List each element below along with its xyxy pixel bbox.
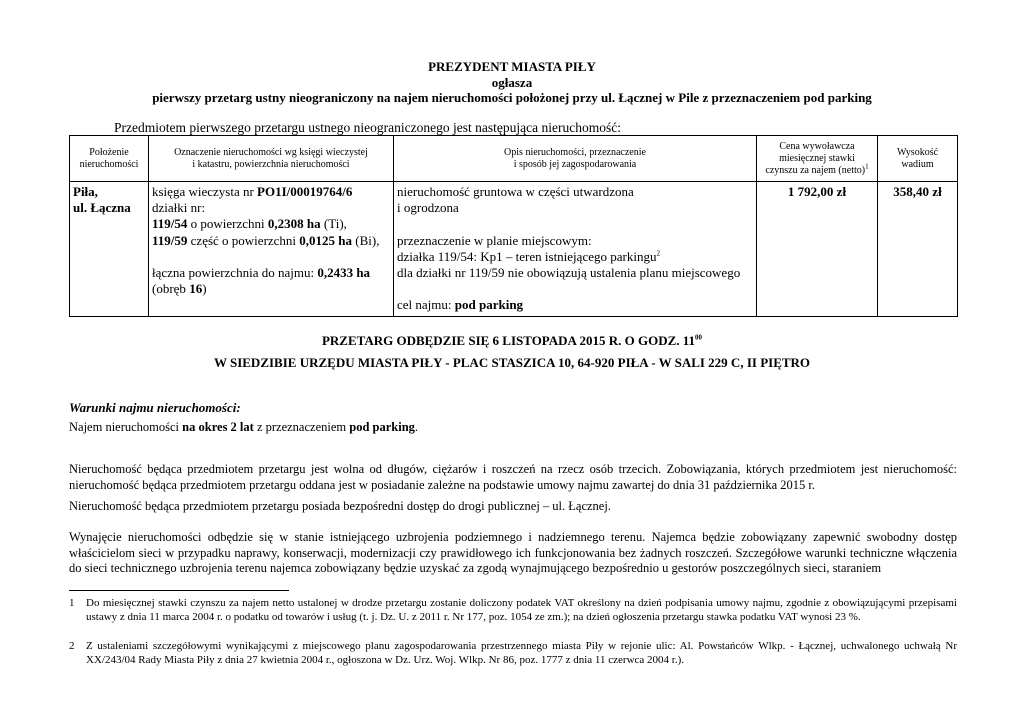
footnote-separator xyxy=(69,590,289,591)
cell-description: nieruchomość gruntowa w części utwardzona i ogrodzona przeznaczenie w planie miejscowym: działka 119/54: Kp1 – teren istniejącego parkingu$^2$ dla działki nr 119/59 nie obowiązują ustalenia planu miejscowego cel najmu: pod parking xyxy=(394,182,757,317)
cell-deposit: 358,40 zł xyxy=(878,182,958,317)
table-header-row xyxy=(70,136,958,182)
announcement-subject: pierwszy przetarg ustny nieograniczony na najem nieruchomości położonej przy ul. Łącznej w Pile z przeznaczeniem pod parking xyxy=(152,90,872,105)
encumbrance-paragraph: Nieruchomość będąca przedmiotem przetargu jest wolna od długów, ciężarów i roszczeń na rzecz osób trzecich. Zobowiązania, których przedmiotem jest nieruchomość: nieruchomość będąca przedmiotem przetargu oddana jest w posiadanie zależne na podstawie umowy najmu zawartej do dnia 31 października 2015 r. xyxy=(69,462,957,492)
land-register-number: PO1I/00019764/6 xyxy=(257,184,353,199)
header-price: Cena wywoławcza miesięcznej stawki czynszu za najem (netto)$^1$ xyxy=(757,136,878,182)
header-deposit: Wysokość wadium xyxy=(878,136,958,182)
cell-location: Piła, ul. Łączna xyxy=(70,182,149,317)
auction-location: W SIEDZIBIE URZĘDU MIASTA PIŁY - PLAC STASZICA 10, 64-920 PIŁA - W SALI 229 C, II PIĘTRO xyxy=(213,355,811,370)
announces-label: ogłasza xyxy=(491,75,533,90)
conditions-title: Warunki najmu nieruchomości: xyxy=(69,400,241,415)
cell-designation: księga wieczysta nr PO1I/00019764/6 działki nr: 119/54 o powierzchni 0,2308 ha (Ti), 119/59 część o powierzchni 0,0125 ha (Bi), łączna powierzchnia do najmu: 0,2433 ha (obręb 16) xyxy=(149,182,394,317)
footnote-1: 1 Do miesięcznej stawki czynszu za najem netto ustalonej w drodze przetargu zostanie doliczony podatek VAT określony na dzień podpisania umowy najmu, zgodnie z obowiązującymi przepisami ustawy z dnia 11 marca 2004 r. o podatku od towarów i usług (t. j. Dz. U. z 2011 r. Nr 177, poz. 1054 ze zm.); na dzień ogłoszenia przetargu stawka podatku VAT wynosi 23 %. xyxy=(69,597,957,623)
announcer-title: PREZYDENT MIASTA PIŁY xyxy=(428,59,596,74)
property-table xyxy=(69,135,958,317)
header-designation: Oznaczenie nieruchomości wg księgi wieczystej i katastru, powierzchnia nieruchomości xyxy=(149,136,394,182)
footnote-2: 2 Z ustaleniami szczegółowymi wynikającymi z miejscowego planu zagospodarowania przestrzennego miasta Piły w rejonie ulic: Al. Powstańców Wlkp. - Łącznej, uchwalonego uchwałą Nr XX/243/04 Rady Miasta Piły z dnia 27 kwietnia 2004 r., ogłoszona w Dz. Urz. Woj. Wlkp. Nr 86, poz. 1777 z dnia 11 czerwca 2004 r.). xyxy=(69,640,957,666)
utilities-paragraph: Wynajęcie nieruchomości odbędzie się w stanie istniejącego uzbrojenia podziemnego i nadziemnego terenu. Najemca będzie zobowiązany zapewnić swobodny dostęp właścicielom sieci w przypadku naprawy, konserwacji, modernizacji czy prawidłowego ich funkcjonowania bez żadnych roszczeń. Szczegółowe warunki techniczne włączenia do sieci technicznego uzbrojenia terenu najemca zobowiązany będzie uzyskać za zgodą wynajmującego bezpośrednio u gestorów poszczególnych sieci, staraniem xyxy=(69,530,957,575)
lease-terms-paragraph: Najem nieruchomości na okres 2 lat z przeznaczeniem pod parking. xyxy=(69,420,419,434)
header-description: Opis nieruchomości, przeznaczenie i sposób jej zagospodarowania xyxy=(394,136,757,182)
auction-date: PRZETARG ODBĘDZIE SIĘ 6 LISTOPADA 2015 R. O GODZ. $11^{00}$ xyxy=(321,333,703,348)
cell-price: 1 792,00 zł xyxy=(757,182,878,317)
intro-text: Przedmiotem pierwszego przetargu ustnego nieograniczonego jest następująca nieruchomość: xyxy=(114,120,621,135)
road-access-paragraph: Nieruchomość będąca przedmiotem przetargu posiada bezpośredni dostęp do drogi publicznej – ul. Łącznej. xyxy=(69,499,611,513)
table-row xyxy=(70,182,958,317)
header-location: Położenie nieruchomości xyxy=(70,136,149,182)
